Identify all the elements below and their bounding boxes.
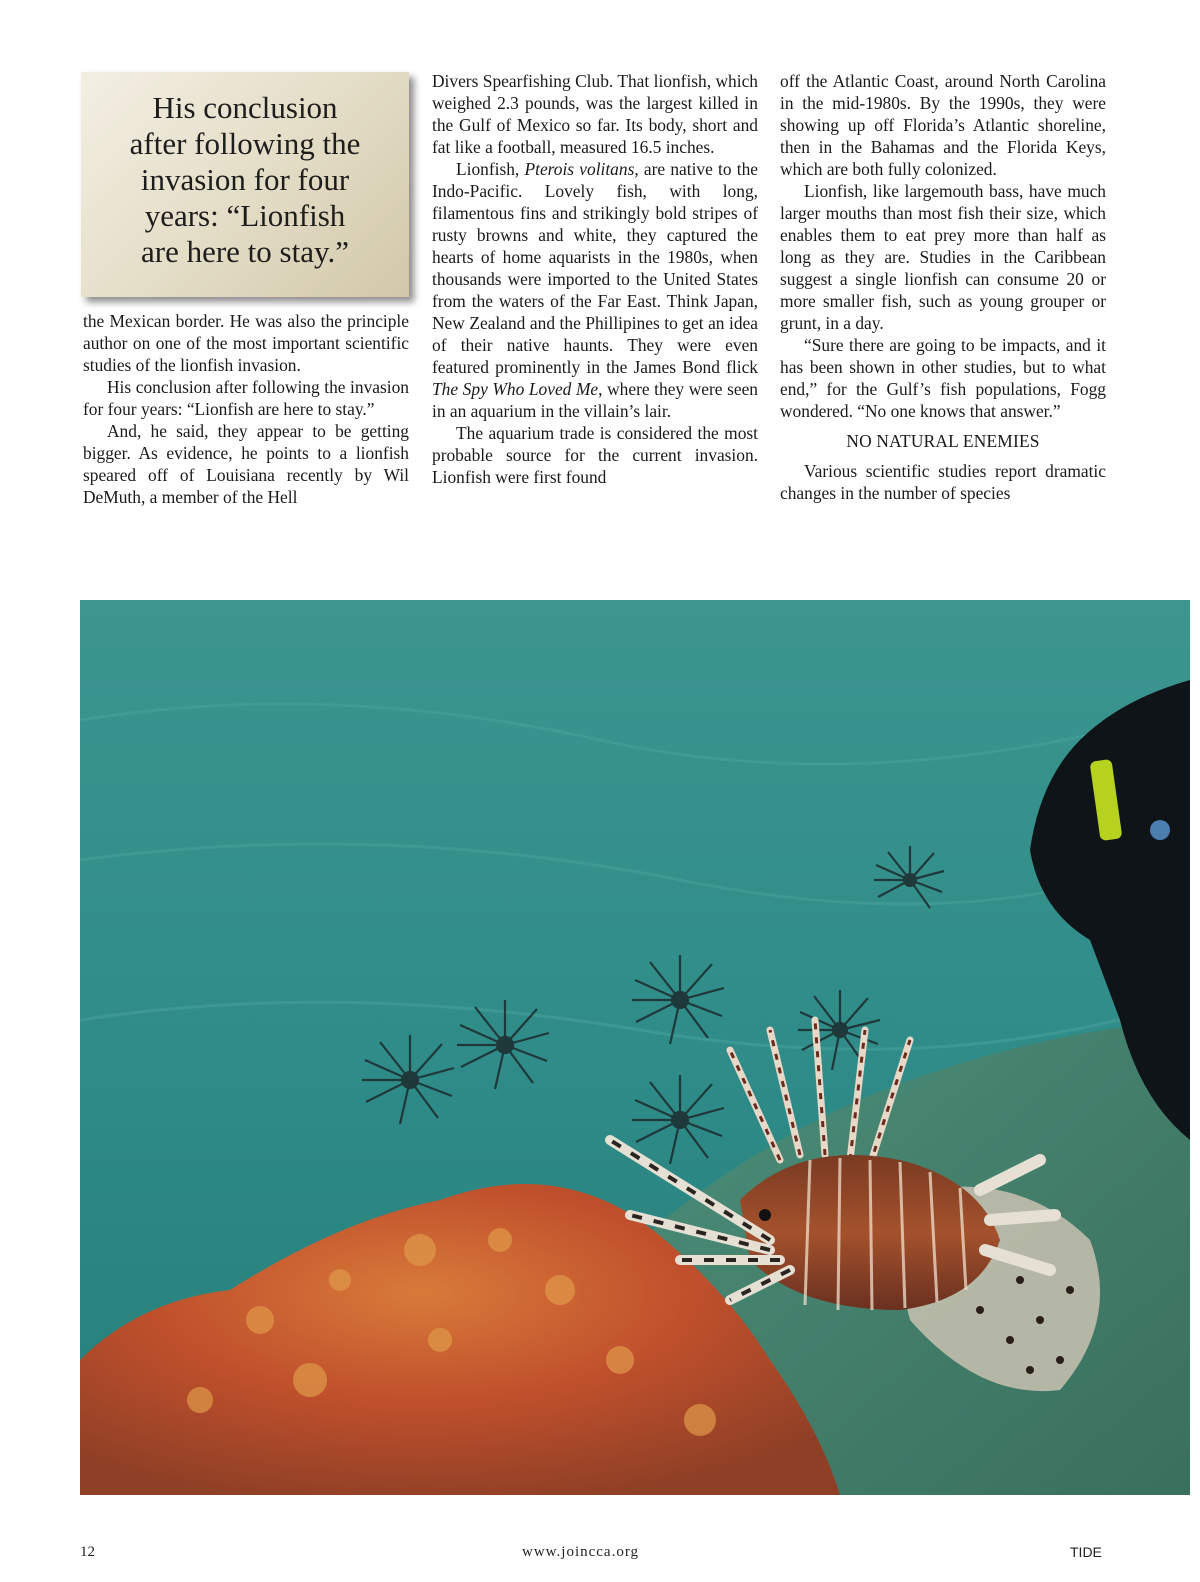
paragraph: the Mexican border. He was also the principle author on one of the most important scientific studies of the lionfish invasion. [83,311,409,375]
text-run: , where they were seen in an aquarium in the villain’s lair. [432,379,758,421]
magazine-name: TIDE [1070,1544,1102,1560]
paragraph: Various scientific studies report dramatic changes in the number of species [780,461,1106,503]
text-column-2 [432,70,758,488]
paragraph: off the Atlantic Coast, around North Carolina in the mid-1980s. By the 1990s, they were showing up off Florida’s Atlantic shoreline, then in the Bahamas and the Florida Keys, which are both fully colonized. [780,71,1106,179]
text-run: , are native to the Indo-Pacific. Lovely fish, with long, filamentous fins and strikingly bold stripes of rusty browns and white, they captured the hearts of home aquarists in the 1980s, when thousands were imported to the United States from the waters of the Far East. Think Japan, New Zealand and the Phillipines to get an idea of their native haunts. They were even featured prominently in the James Bond flick [432,159,758,377]
text-column-1 [83,310,409,508]
pull-quote-line: His conclusion [152,90,338,125]
lionfish-photo [80,600,1190,1495]
paragraph: Lionfish, like largemouth bass, have much larger mouths than most fish their size, which enables them to eat prey more than half as long as they are. Studies in the Caribbean suggest a single lionfish can consume 20 or more smaller fish, such as young grouper or grunt, in a day. [780,181,1106,333]
pull-quote-line: after following the [129,126,361,161]
text-column-3 [780,70,1106,504]
text-run: Lionfish, [456,159,525,179]
pull-quote-line: are here to stay.” [141,234,349,269]
pull-quote-line: years: “Lionfish [144,198,346,233]
paragraph: Divers Spearfishing Club. That lionfish, which weighed 2.3 pounds, was the largest killed in the Gulf of Mexico so far. Its body, short and fat like a football, measured 16.5 inches. [432,71,758,157]
pull-quote [81,72,409,297]
paragraph: “Sure there are going to be impacts, and it has been shown in other studies, but to what end,” for the Gulf’s fish populations, Fogg wondered. “No one knows that answer.” [780,335,1106,421]
section-subhead: NO NATURAL ENEMIES [846,431,1040,451]
lionfish-scene-illustration [80,600,1190,1495]
paragraph: His conclusion after following the invasion for four years: “Lionfish are here to stay.” [83,377,409,419]
species-name: Pterois volitans [524,159,635,179]
film-title: The Spy Who Loved Me [432,379,599,399]
page-number: 12 [80,1544,95,1560]
paragraph: The aquarium trade is considered the most probable source for the current invasion. Lionfish were first found [432,423,758,487]
website-url: www.joincca.org [522,1544,640,1560]
paragraph [432,158,758,422]
pull-quote-line: invasion for four [140,162,350,197]
paragraph: And, he said, they appear to be getting bigger. As evidence, he points to a lionfish speared off of Louisiana recently by Wil DeMuth, a member of the Hell [83,421,409,507]
